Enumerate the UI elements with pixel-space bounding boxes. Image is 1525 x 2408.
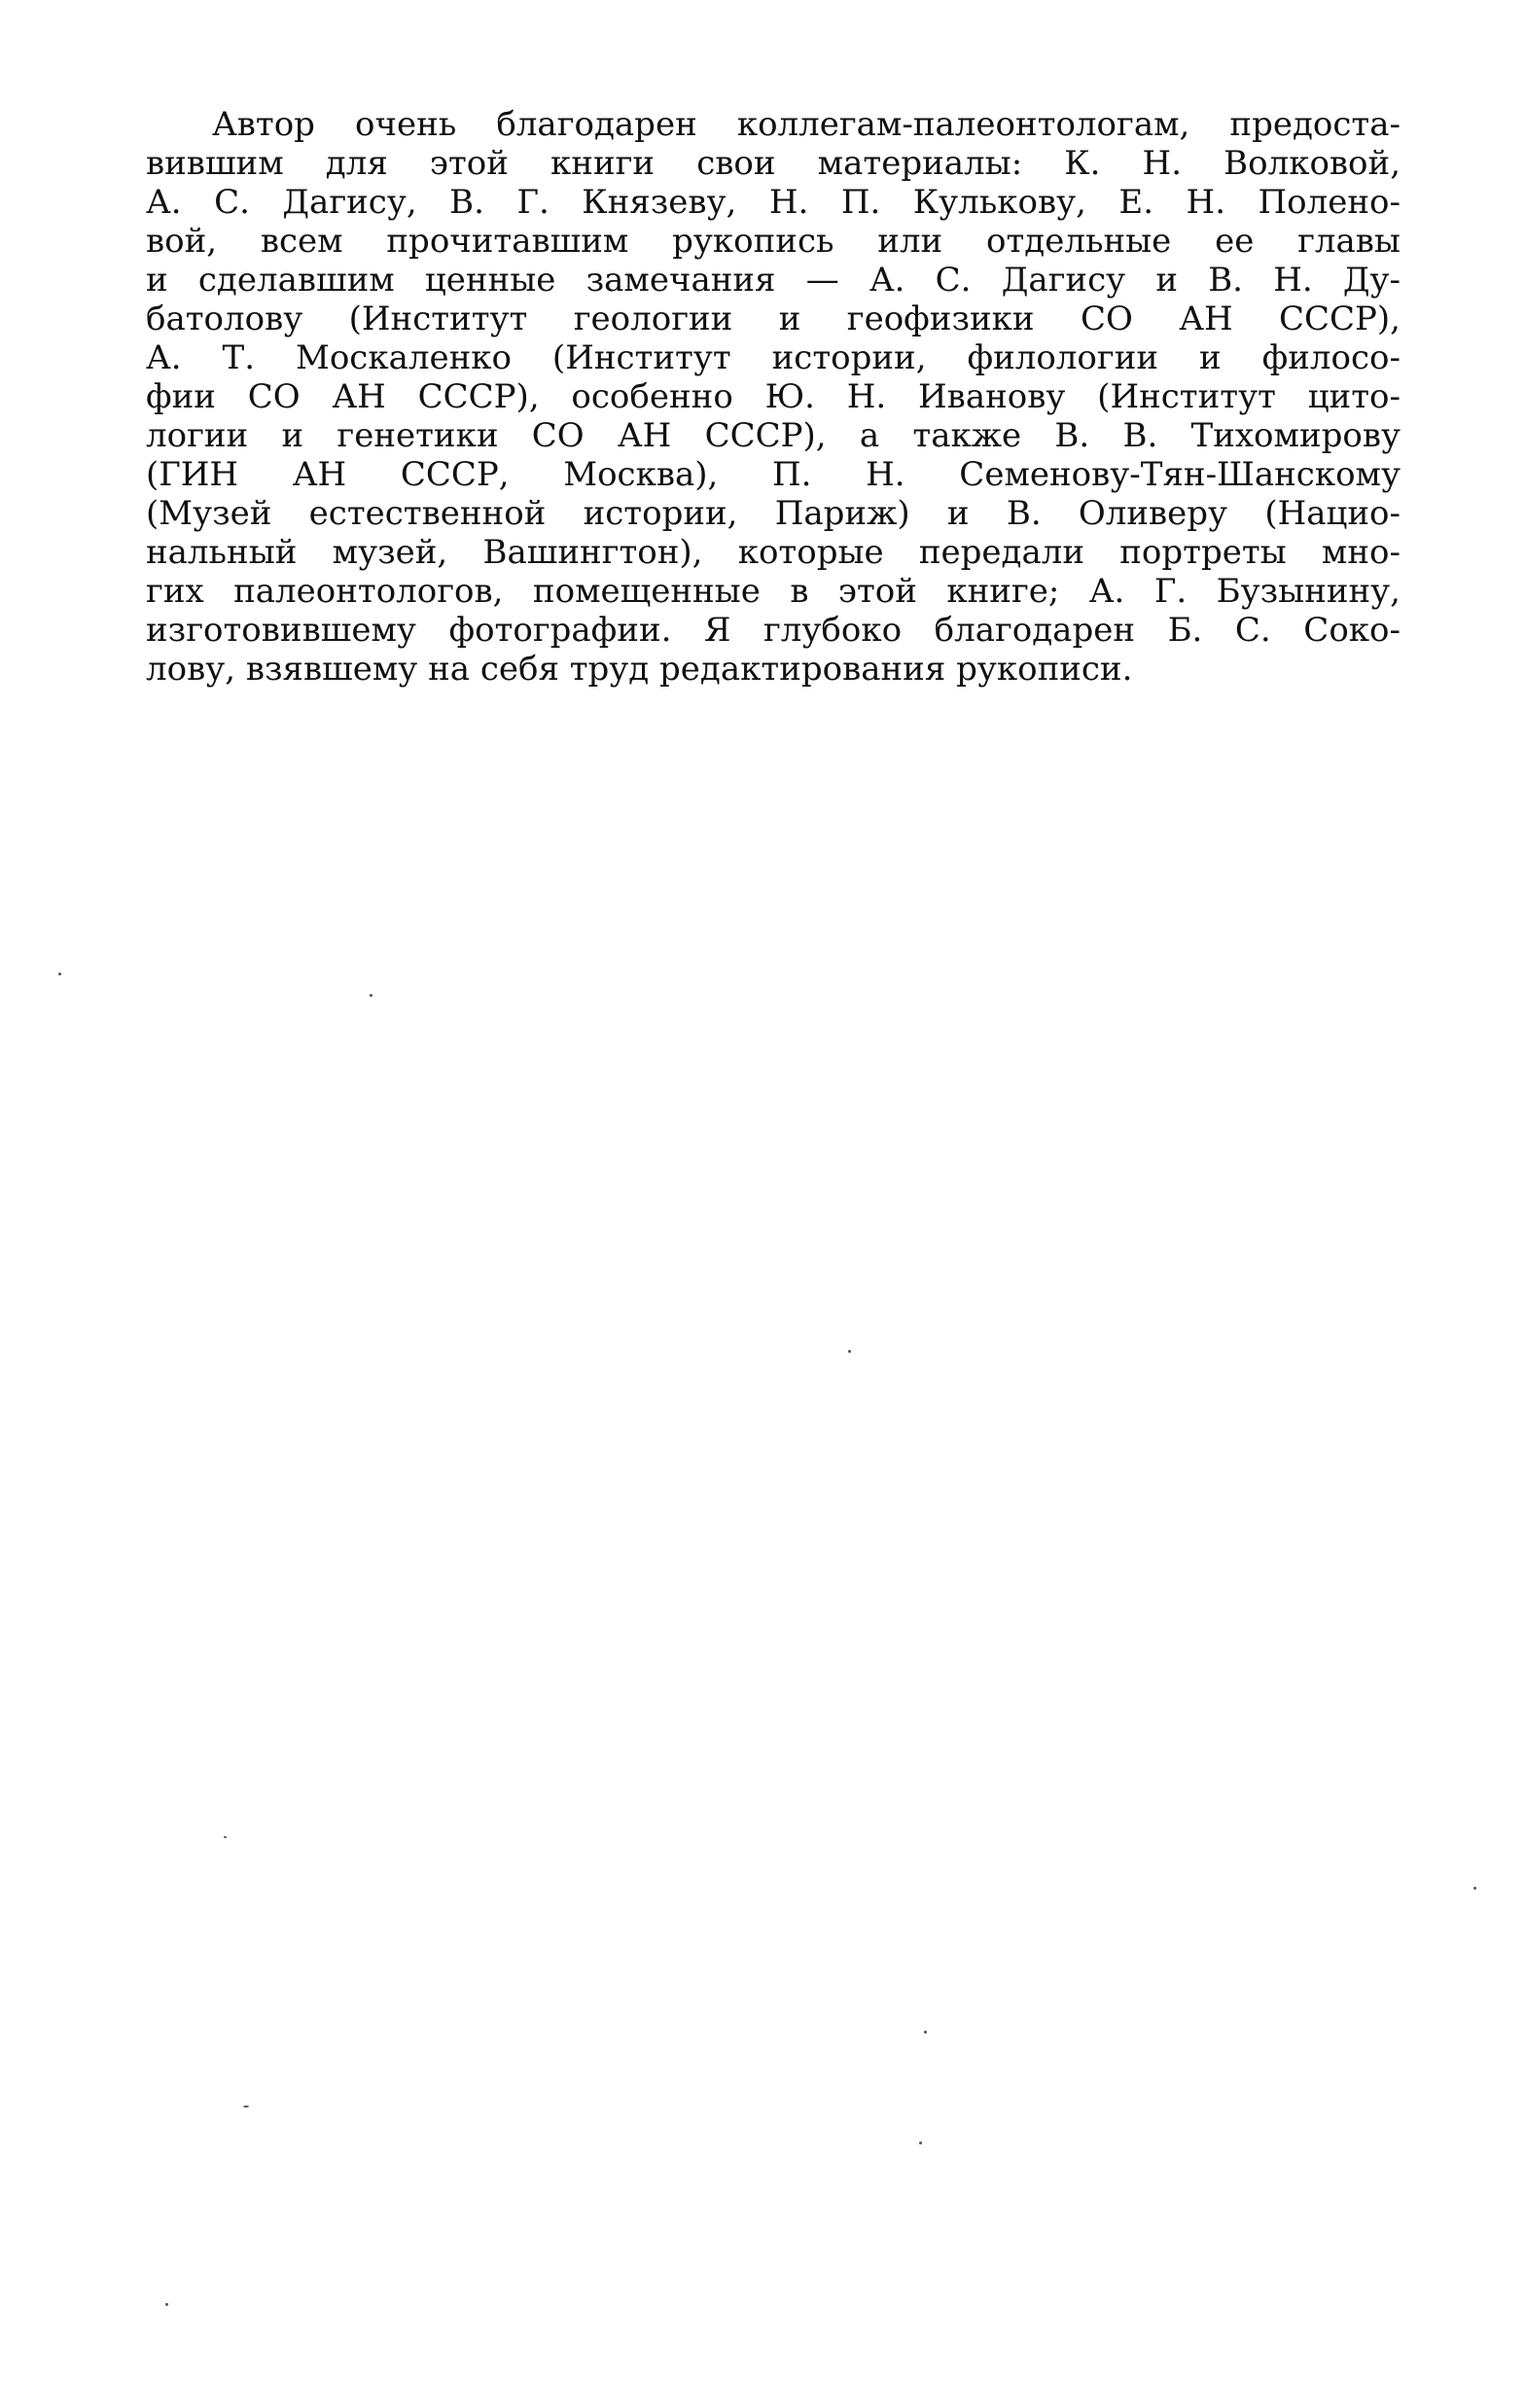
scan-speck [1473,1887,1476,1890]
paragraph-line: и сделавшим ценные замечания — А. С. Дагису и В. Н. Ду- [146,261,1401,300]
acknowledgements-paragraph [146,105,1401,689]
scan-speck [243,2106,249,2107]
paragraph-line: вой, всем прочитавшим рукопись или отдельные ее главы [146,222,1401,261]
scan-speck [370,994,372,997]
scan-speck [165,2303,168,2306]
paragraph-line: А. С. Дагису, В. Г. Князеву, Н. П. Кулькову, Е. Н. Поленo- [146,183,1401,222]
paragraph-line: Автор очень благодарен коллегам-палеонтологам, предоста- [212,105,1401,144]
paragraph-line: нальный музей, Вашингтон), которые передали портреты мно- [146,533,1401,572]
paragraph-line: изготовившему фотографии. Я глубоко благодарен Б. С. Соко- [146,611,1401,650]
scan-speck [919,2142,922,2144]
paragraph-line: А. Т. Москаленко (Институт истории, филологии и филосо- [146,338,1401,377]
paragraph-line: гих палеонтологов, помещенные в этой книге; А. Г. Бузынину, [146,572,1401,611]
paragraph-line: вившим для этой книги свои материалы: К. Н. Волковой, [146,144,1401,183]
scan-speck [224,1836,227,1838]
paragraph-line: (Музей естественной истории, Париж) и В. Оливеру (Нацио- [146,494,1401,533]
scan-speck [58,973,61,975]
scan-speck [924,2031,927,2034]
paragraph-line: логии и генетики СО АН СССР), а также В. В. Тихомирову [146,416,1401,455]
paragraph-line: лову, взявшему на себя труд редактирования рукописи. [146,650,1133,689]
scan-speck [848,1350,851,1353]
paragraph-line: фии СО АН СССР), особенно Ю. Н. Иванову (Институт цито- [146,377,1401,416]
paragraph-line: (ГИН АН СССР, Москва), П. Н. Семенову-Тян-Шанскому [146,455,1401,494]
paragraph-line: батолову (Институт геологии и геофизики СО АН СССР), [146,300,1401,338]
